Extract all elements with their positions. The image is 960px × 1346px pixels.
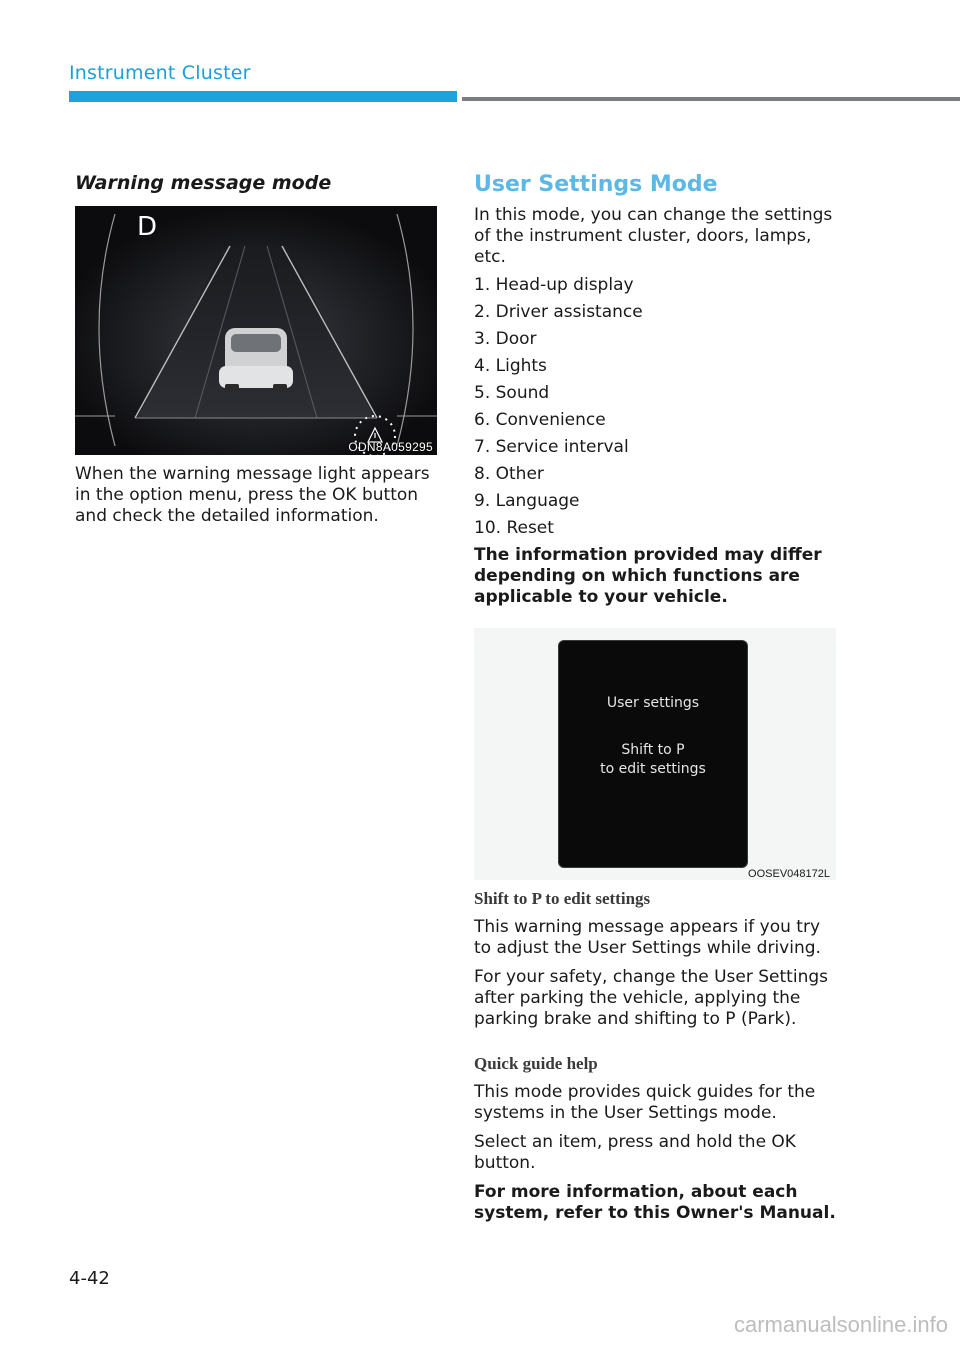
lcd-title: User settings — [606, 695, 700, 711]
lcd-message: Shift to P to edit settings — [600, 742, 706, 777]
user-settings-heading: User Settings Mode — [474, 172, 718, 197]
section-header-title: Instrument Cluster — [69, 62, 251, 84]
shift-heading: Shift to P to edit settings — [474, 889, 651, 908]
gear-indicator: D — [137, 212, 158, 242]
list-item: 1. Head-up display — [474, 275, 634, 295]
quick-paragraph-1: This mode provides quick guides for the systems in the User Settings mode. — [474, 1082, 816, 1123]
list-item: 4. Lights — [474, 356, 547, 376]
figure-code: ODN8A059295 — [348, 440, 433, 454]
figure-code: OOSEV048172L — [748, 868, 830, 880]
page-number: 4-42 — [69, 1268, 110, 1289]
list-item: 8. Other — [474, 464, 544, 484]
watermark: carmanualsonline.info — [733, 1312, 948, 1337]
right-column — [474, 172, 836, 608]
settings-list — [474, 275, 836, 539]
user-settings-intro: In this mode, you can change the settings of the instrument cluster, doors, lamps, etc. — [474, 205, 833, 267]
quick-guide-heading: Quick guide help — [474, 1054, 598, 1073]
header-accent-rule — [69, 91, 457, 102]
settings-note: The information provided may differ depending on which functions are applicable to your vehicle. — [474, 545, 822, 607]
lcd-screen — [558, 640, 748, 868]
list-item: 2. Driver assistance — [474, 302, 643, 322]
car-icon — [219, 328, 293, 392]
list-item: 5. Sound — [474, 383, 550, 403]
header-divider-rule — [462, 97, 960, 101]
list-item: 6. Convenience — [474, 410, 606, 430]
quick-note: For more information, about each system, refer to this Owner's Manual. — [474, 1182, 836, 1223]
warning-mode-paragraph: When the warning message light appears in the option menu, press the OK button and check the detailed information. — [75, 464, 430, 526]
right-lower-section — [474, 889, 836, 1224]
list-item: 10. Reset — [474, 518, 554, 538]
list-item: 7. Service interval — [474, 437, 629, 457]
list-item: 9. Language — [474, 491, 580, 511]
shift-paragraph-1: This warning message appears if you try to adjust the User Settings while driving. — [474, 917, 821, 958]
road-car-graphic — [75, 206, 437, 455]
list-item: 3. Door — [474, 329, 537, 349]
warning-mode-heading: Warning message mode — [75, 172, 332, 194]
left-column — [75, 172, 437, 526]
quick-paragraph-2: Select an item, press and hold the OK button. — [474, 1132, 796, 1173]
user-settings-figure — [474, 628, 836, 880]
shift-paragraph-2: For your safety, change the User Settings after parking the vehicle, applying the parking brake and shifting to P (Park). — [474, 967, 828, 1029]
dashboard-illustration — [75, 206, 437, 455]
